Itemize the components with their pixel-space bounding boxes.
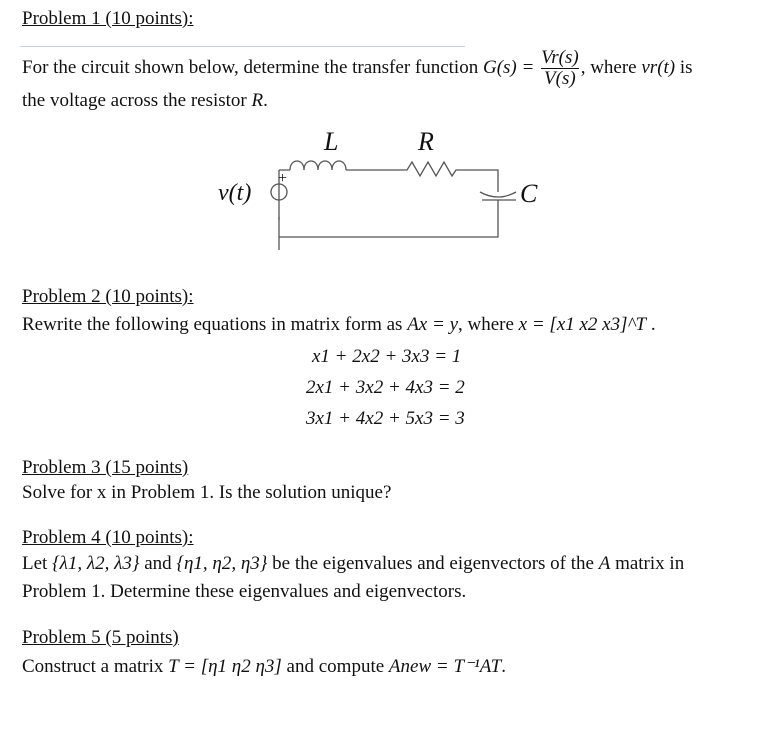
text: . bbox=[501, 656, 506, 677]
equation-2: 2x1 + 3x2 + 4x3 = 2 bbox=[306, 377, 465, 398]
math-t-matrix: T = [η1 η2 η3] bbox=[168, 656, 282, 677]
text: Let bbox=[22, 553, 53, 574]
plus-sign: + bbox=[278, 170, 288, 187]
text: is bbox=[675, 56, 693, 78]
equation-1: x1 + 2x2 + 3x3 = 1 bbox=[312, 346, 462, 367]
text: and bbox=[139, 553, 177, 574]
text: For the circuit shown below, determine the transfer function bbox=[22, 56, 483, 78]
math-ax-y: Ax = y bbox=[407, 314, 458, 335]
math-eigenvectors: {η1, η2, η3} bbox=[176, 553, 268, 574]
problem-1-text-2 bbox=[22, 90, 268, 112]
problem-4-text-2: Problem 1. Determine these eigenvalues and eigenvectors. bbox=[22, 581, 467, 602]
text: , where bbox=[458, 314, 519, 335]
numerator: Vr(s) bbox=[541, 47, 579, 68]
text: . bbox=[646, 314, 656, 335]
problem-3-heading: Problem 3 (15 points) bbox=[22, 457, 189, 478]
problem-4-text bbox=[22, 553, 684, 575]
text: and compute bbox=[281, 656, 389, 677]
source-label: v(t) bbox=[218, 180, 252, 206]
divider bbox=[20, 46, 465, 47]
rlc-circuit-diagram bbox=[200, 120, 560, 250]
text: the voltage across the resistor bbox=[22, 90, 252, 111]
text: Construct a matrix bbox=[22, 656, 169, 677]
denominator: V(s) bbox=[544, 68, 576, 89]
problem-2-text bbox=[22, 314, 656, 336]
problem-5-text bbox=[22, 655, 506, 678]
math-x-vector: x = [x1 x2 x3]^T bbox=[518, 314, 647, 335]
math-r: R bbox=[251, 90, 264, 111]
text: , where bbox=[580, 56, 642, 78]
inductor-label: L bbox=[324, 127, 339, 156]
text: matrix in bbox=[610, 553, 685, 574]
fraction bbox=[541, 48, 579, 89]
text: be the eigenvalues and eigenvectors of the bbox=[267, 553, 599, 574]
capacitor-label: C bbox=[520, 179, 538, 208]
problem-3-text: Solve for x in Problem 1. Is the solution unique? bbox=[22, 482, 392, 503]
problem-5-heading: Problem 5 (5 points) bbox=[22, 627, 179, 648]
text: Rewrite the following equations in matrix form as bbox=[22, 314, 408, 335]
problem-2-heading: Problem 2 (10 points): bbox=[22, 286, 194, 307]
math-a: A bbox=[598, 553, 611, 574]
problem-4-heading: Problem 4 (10 points): bbox=[22, 527, 194, 548]
equation-3: 3x1 + 4x2 + 5x3 = 3 bbox=[306, 408, 465, 429]
problem-1-heading: Problem 1 (10 points): bbox=[22, 8, 194, 29]
math-eigenvalues: {λ1, λ2, λ3} bbox=[52, 553, 140, 574]
math-a-new: Anew = T⁻¹AT bbox=[388, 656, 502, 677]
problem-1-text bbox=[22, 48, 693, 89]
text: . bbox=[263, 90, 268, 111]
math-g: G(s) = bbox=[482, 56, 535, 78]
resistor-label: R bbox=[418, 127, 434, 156]
math-vr: vr(t) bbox=[641, 56, 676, 78]
